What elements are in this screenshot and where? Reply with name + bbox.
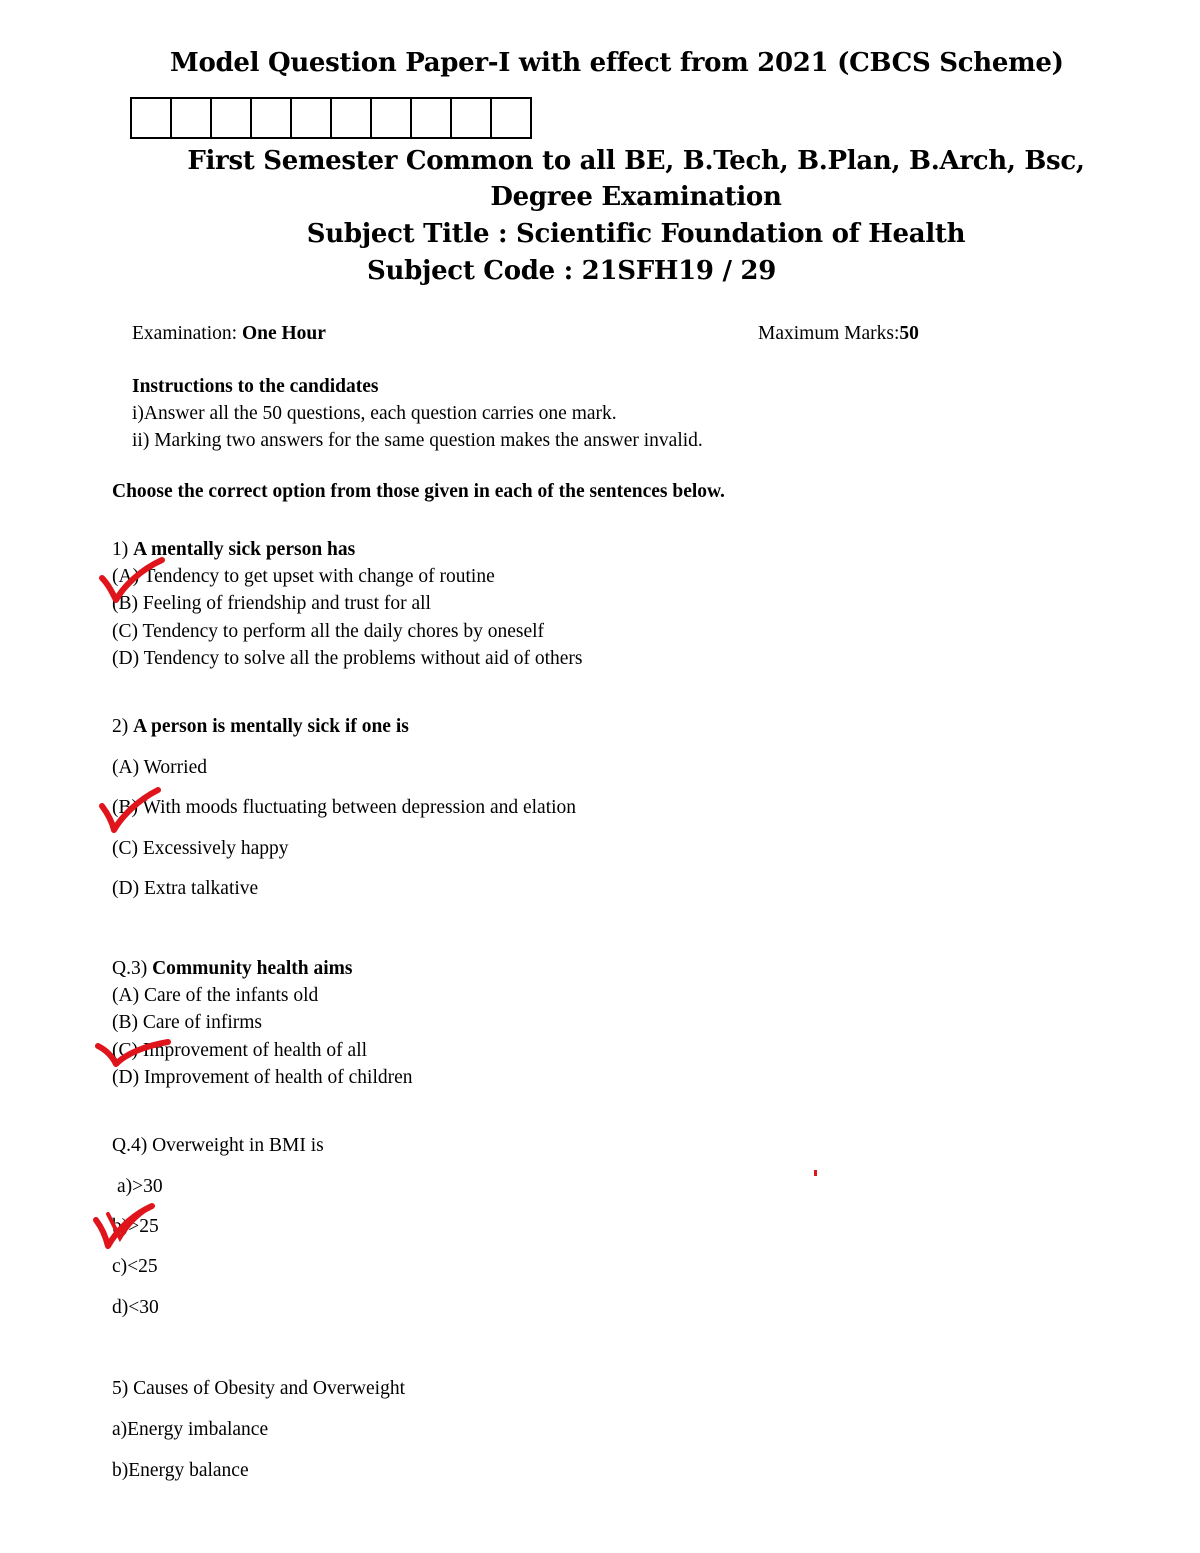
usn-box[interactable] xyxy=(130,97,172,139)
usn-box[interactable] xyxy=(490,97,532,139)
q5-option-a[interactable]: a)Energy imbalance xyxy=(112,1419,269,1440)
subject-code: Subject Code : 21SFH19 / 29 xyxy=(367,256,777,286)
question-number: 2) xyxy=(112,716,129,737)
q3-option-d[interactable]: (D) Improvement of health of children xyxy=(112,1067,413,1088)
usn-box[interactable] xyxy=(410,97,452,139)
red-mark xyxy=(814,1170,817,1176)
check-mark-icon xyxy=(92,1032,174,1072)
instructions-heading: Instructions to the candidates xyxy=(132,376,379,397)
q2-option-c[interactable]: (C) Excessively happy xyxy=(112,838,289,859)
question-3 xyxy=(112,958,353,980)
question-text: A mentally sick person has xyxy=(133,539,356,560)
q1-option-d[interactable]: (D) Tendency to solve all the problems without aid of others xyxy=(112,648,583,669)
question-2 xyxy=(112,716,409,738)
q4-option-d[interactable]: d)<30 xyxy=(112,1297,159,1318)
question-number: Q.3) xyxy=(112,958,148,979)
q2-option-a[interactable]: (A) Worried xyxy=(112,757,207,778)
q5-option-b[interactable]: b)Energy balance xyxy=(112,1460,249,1481)
usn-box[interactable] xyxy=(450,97,492,139)
q1-option-b[interactable]: (B) Feeling of friendship and trust for all xyxy=(112,593,431,614)
directive: Choose the correct option from those given in each of the sentences below. xyxy=(112,481,725,502)
q2-option-d[interactable]: (D) Extra talkative xyxy=(112,878,259,899)
question-4 xyxy=(112,1135,324,1157)
question-text: Overweight in BMI is xyxy=(152,1135,324,1156)
duration-value: One Hour xyxy=(241,323,326,344)
usn-box[interactable] xyxy=(250,97,292,139)
usn-boxes[interactable] xyxy=(130,97,532,139)
question-text: Causes of Obesity and Overweight xyxy=(133,1378,405,1399)
duration xyxy=(132,323,326,345)
question-number: 1) xyxy=(112,539,129,560)
question-text: A person is mentally sick if one is xyxy=(133,716,409,737)
usn-box[interactable] xyxy=(210,97,252,139)
subject-title: Subject Title : Scientific Foundation of Health xyxy=(306,219,966,249)
usn-box[interactable] xyxy=(170,97,212,139)
instruction-item: i)Answer all the 50 questions, each question carries one mark. xyxy=(132,403,617,424)
q4-option-b[interactable]: b)>25 xyxy=(112,1216,159,1237)
q1-option-a[interactable]: (A) Tendency to get upset with change of routine xyxy=(112,566,495,587)
question-number: Q.4) xyxy=(112,1135,148,1156)
check-mark-icon xyxy=(96,556,168,606)
instruction-item: ii) Marking two answers for the same question makes the answer invalid. xyxy=(132,430,703,451)
usn-box[interactable] xyxy=(370,97,412,139)
usn-box[interactable] xyxy=(290,97,332,139)
q3-option-b[interactable]: (B) Care of infirms xyxy=(112,1012,263,1033)
question-text: Community health aims xyxy=(152,958,353,979)
check-mark-icon xyxy=(90,1200,160,1252)
marks-value: 50 xyxy=(899,323,919,344)
q3-option-c[interactable]: (C) Improvement of health of all xyxy=(112,1040,368,1061)
question-number: 5) xyxy=(112,1378,129,1399)
check-mark-icon xyxy=(96,786,168,836)
q4-option-c[interactable]: c)<25 xyxy=(112,1256,158,1277)
exam-line-2: Degree Examination xyxy=(490,182,782,212)
q2-option-b[interactable]: (B) With moods fluctuating between depression and elation xyxy=(112,797,577,818)
usn-box[interactable] xyxy=(330,97,372,139)
exam-line-1: First Semester Common to all BE, B.Tech, B.Plan, B.Arch, Bsc, xyxy=(187,146,1085,176)
q3-option-a[interactable]: (A) Care of the infants old xyxy=(112,985,319,1006)
marks-label: Maximum Marks: xyxy=(758,323,900,344)
paper-title: Model Question Paper-I with effect from 2021 (CBCS Scheme) xyxy=(170,48,1064,78)
q1-option-c[interactable]: (C) Tendency to perform all the daily chores by oneself xyxy=(112,621,545,642)
question-5 xyxy=(112,1378,405,1400)
duration-label: Examination: xyxy=(132,323,238,344)
max-marks xyxy=(758,323,919,345)
q4-option-a[interactable]: a)>30 xyxy=(117,1176,163,1197)
